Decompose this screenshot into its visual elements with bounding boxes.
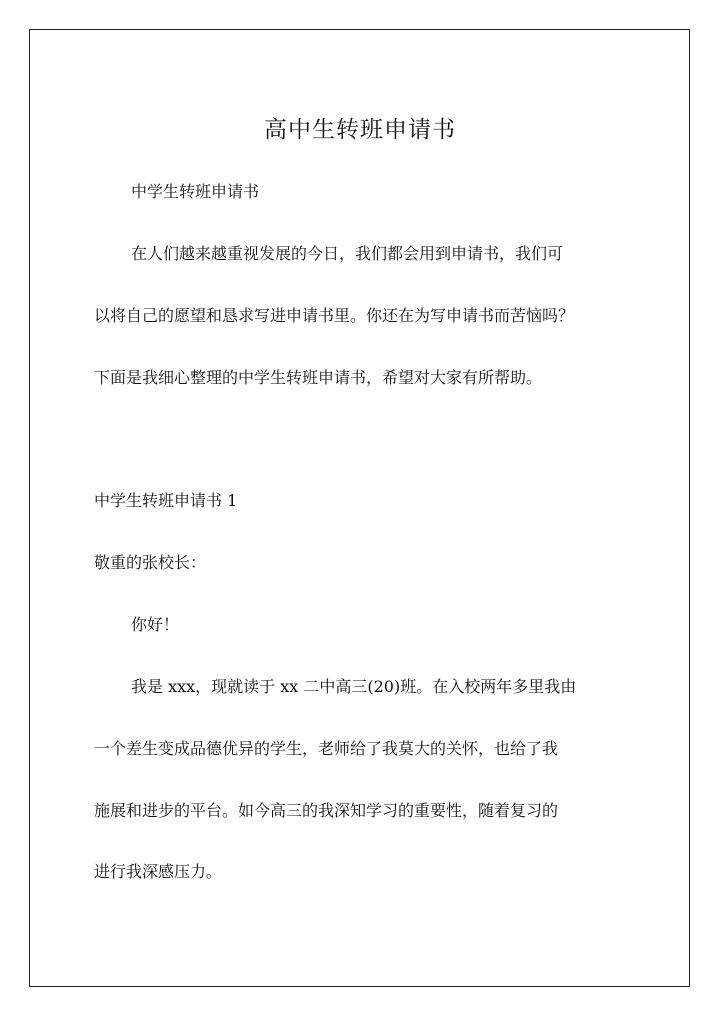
document-subtitle: 中学生转班申请书 [131,182,260,201]
body-line-4: 进行我深感压力。 [94,862,223,881]
body-line-2: 一个差生变成品德优异的学生，老师给了我莫大的关怀，也给了我 [94,739,559,758]
salutation: 敬重的张校长： [94,553,207,572]
intro-line-3: 下面是我细心整理的中学生转班申请书，希望对大家有所帮助。 [94,368,543,387]
body-line-3: 施展和进步的平台。如今高三的我深知学习的重要性，随着复习的 [94,801,559,820]
document-title: 高中生转班申请书 [264,117,456,143]
body-line-1: 我是 xxx，现就读于 xx 二中高三(20)班。在入校两年多里我由 [131,677,577,696]
intro-line-2: 以将自己的愿望和恳求写进申请书里。你还在为写申请书而苦恼吗？ [94,306,575,325]
greeting: 你好！ [131,615,180,634]
section-heading: 中学生转班申请书 1 [94,491,238,510]
intro-line-1: 在人们越来越重视发展的今日，我们都会用到申请书，我们可 [131,244,564,263]
